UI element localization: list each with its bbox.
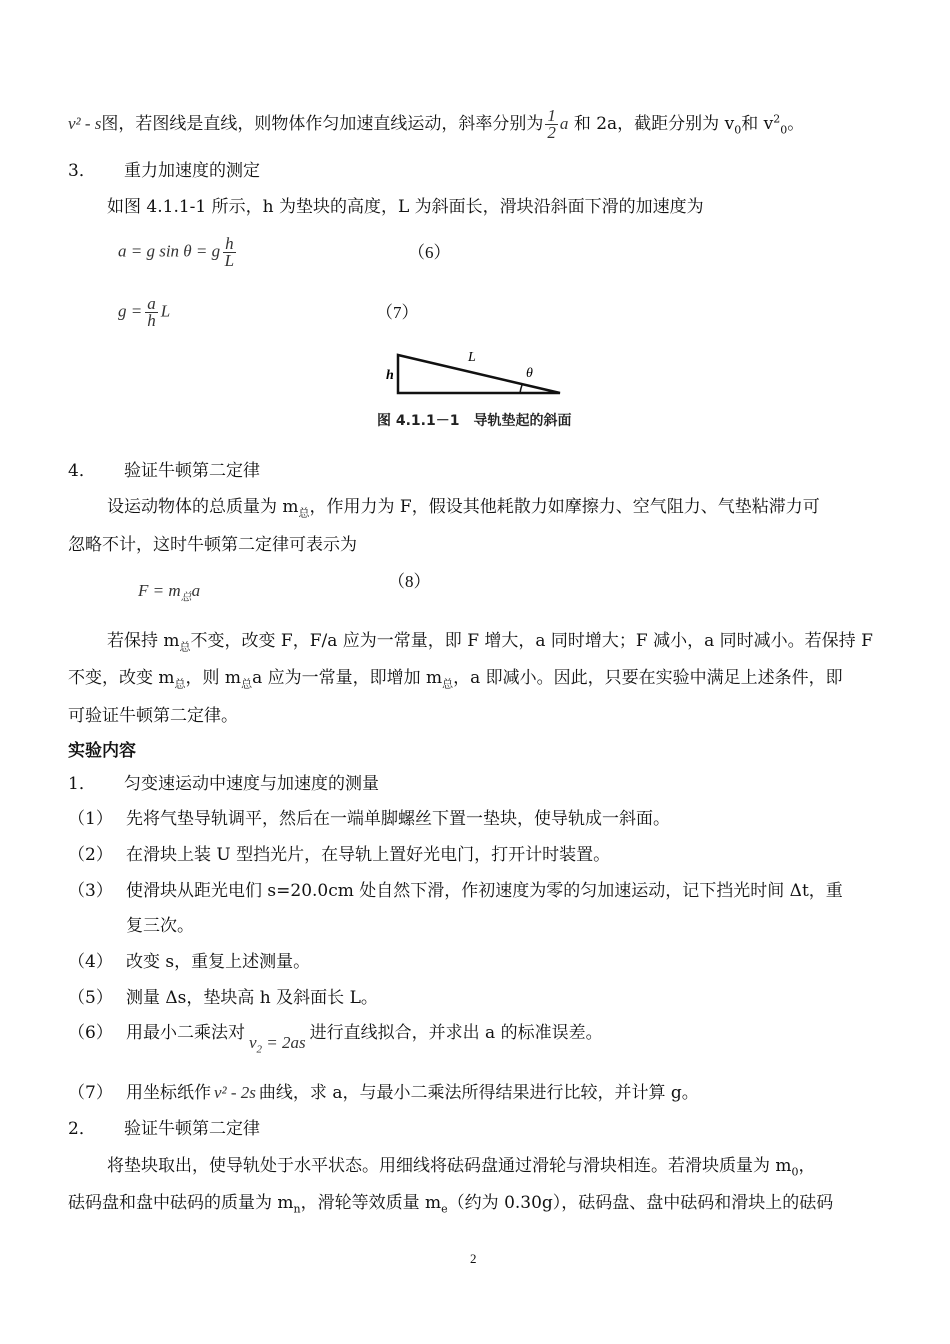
step-6: （6） 用最小二乘法对 $v_2 = 2as$ 进行直线拟合，并求出 a 的标准误差。 [68, 1023, 603, 1056]
fraction-half: $\frac{1}{2}$ [547, 106, 556, 142]
page-number: 2 [470, 1251, 477, 1266]
math-v2-s: v² - s [68, 114, 102, 133]
paragraph-a-line-3: 可验证牛顿第二定律。 [68, 706, 238, 726]
equation-8-tag: （8） [388, 572, 431, 591]
figure-caption: 图 4.1.1－1 导轨垫起的斜面 [377, 413, 572, 429]
equation-6-tag: （6） [408, 243, 451, 262]
step-2: （2） 在滑块上装 U 型挡光片，在导轨上置好光电门，打开计时装置。 [68, 845, 611, 865]
step-3-continued: 复三次。 [126, 916, 194, 936]
section-3-paragraph: 如图 4.1.1-1 所示，h 为垫块的高度，L 为斜面长，滑块沿斜面下滑的加速度为 [107, 197, 704, 217]
experiment-1-heading: 1． 匀变速运动中速度与加速度的测量 [68, 774, 379, 794]
section-3-heading: 3． 重力加速度的测定 [68, 161, 260, 181]
section-4-paragraph-line-1: 设运动物体的总质量为 $m_总$，作用力为 F，假设其他耗散力如摩擦力、空气阻力、气垫粘滞力可 [107, 497, 820, 520]
incline-triangle [398, 355, 560, 393]
text-line-1: v² - s图，若图线是直线，则物体作匀加速直线运动，斜率分别为 $\frac{1}{2}$ a 和 2a，截距分别为 $v_0$和 $v^2_0$。 [68, 106, 805, 142]
step-3: （3） 使滑块从距光电们 s=20.0cm 处自然下滑，作初速度为零的匀加速运动，记下挡光时间 Δt，重 [68, 881, 843, 901]
step-1: （1） 先将气垫导轨调平，然后在一端单脚螺丝下置一垫块，使导轨成一斜面。 [68, 809, 670, 829]
step-5: （5） 测量 Δs，垫块高 h 及斜面长 L。 [68, 988, 378, 1008]
equation-6: a = g sin θ = g $\frac{h}{L}$ [118, 234, 235, 270]
experiment-heading: 实验内容 [68, 741, 136, 761]
label-L: L [468, 350, 476, 365]
equation-7: g = $\frac{a}{h}$ L [118, 294, 171, 330]
section-4-heading: 4． 验证牛顿第二定律 [68, 461, 260, 481]
paragraph-a-line-1: 若保持 $m_总$不变，改变 F，F/a 应为一常量，即 F 增大，a 同时增大；F 减小，a 同时减小。若保持 F [107, 631, 873, 654]
section-4-paragraph-line-2: 忽略不计，这时牛顿第二定律可表示为 [68, 535, 357, 555]
equation-8: $F = m_总a$ [138, 581, 201, 604]
label-h: h [386, 368, 394, 383]
final-paragraph-line-2: 砝码盘和盘中砝码的质量为 $m_n$，滑轮等效质量 $m_e$（约为 0.30g），砝码盘、盘中砝码和滑块上的砝码 [68, 1193, 834, 1216]
step-4: （4） 改变 s，重复上述测量。 [68, 952, 311, 972]
experiment-2-heading: 2． 验证牛顿第二定律 [68, 1119, 260, 1139]
step-7: （7） 用坐标纸作 v² - 2s 曲线，求 a，与最小二乘法所得结果进行比较，并计算 g。 [68, 1083, 699, 1103]
paragraph-a-line-2: 不变，改变 $m_总$，则 $m_总a$ 应为一常量，即增加 $m_总$，a 即减小。因此，只要在实验中满足上述条件，即 [68, 668, 843, 691]
equation-7-tag: （7） [376, 303, 419, 322]
label-theta: θ [526, 366, 533, 381]
final-paragraph-line-1: 将垫块取出，使导轨处于水平状态。用细线将砝码盘通过滑轮与滑块相连。若滑块质量为 $m_0$， [107, 1156, 816, 1179]
